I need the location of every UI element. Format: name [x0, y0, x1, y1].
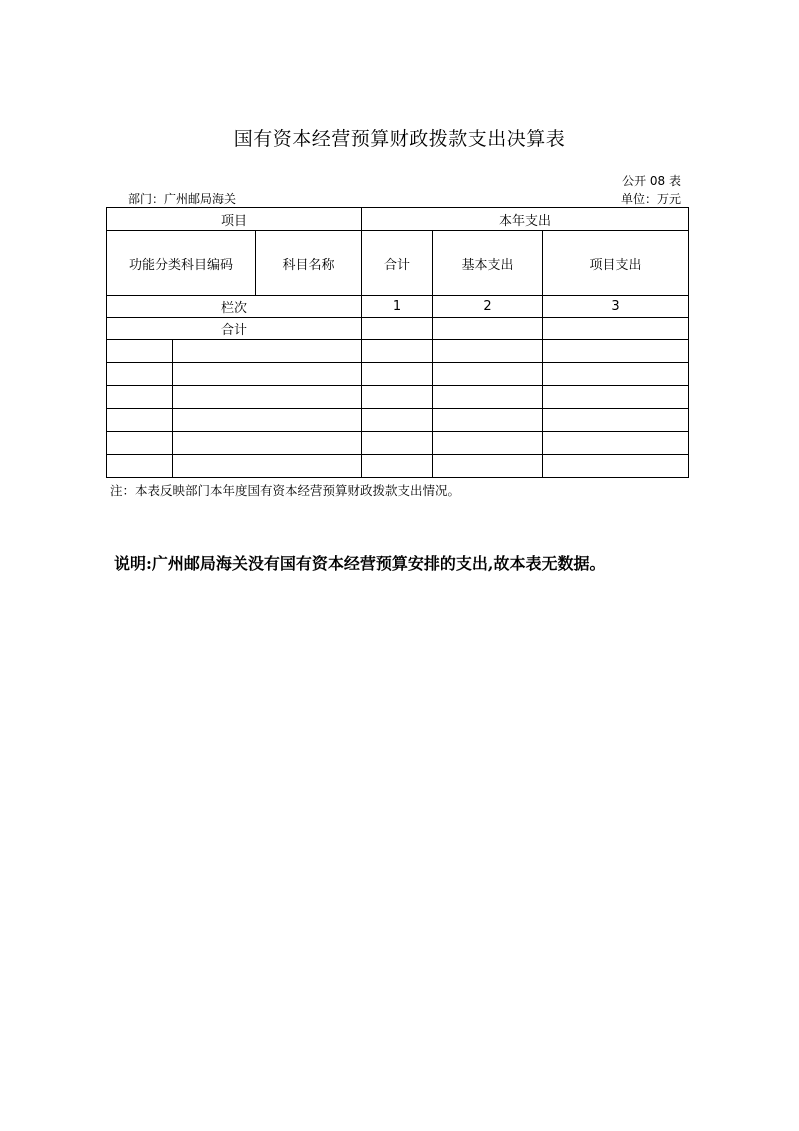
- table-cell: [433, 340, 543, 363]
- header-item: 项目: [107, 208, 362, 231]
- explanation-text: 说明:广州邮局海关没有国有资本经营预算安排的支出,故本表无数据。: [114, 554, 606, 573]
- table-cell: [433, 363, 543, 386]
- total-row: [107, 318, 689, 340]
- column-index-1: 1: [362, 296, 433, 318]
- table-row: [107, 409, 689, 432]
- unit-label: 单位：万元: [620, 192, 681, 206]
- table-cell: [362, 455, 433, 478]
- table-cell: [173, 409, 362, 432]
- table-cell: [543, 340, 689, 363]
- department-label: 部门：广州邮局海关: [128, 192, 237, 206]
- table-row: [107, 363, 689, 386]
- expenditure-table: [106, 207, 689, 478]
- table-cell: [173, 432, 362, 455]
- table-cell: [173, 340, 362, 363]
- header-current-year: 本年支出: [362, 208, 689, 231]
- table-cell: [362, 432, 433, 455]
- table-cell: [543, 363, 689, 386]
- table-cell: [362, 386, 433, 409]
- table-cell: [107, 340, 173, 363]
- table-cell: [173, 386, 362, 409]
- table-cell: [107, 363, 173, 386]
- column-index-3: 3: [543, 296, 689, 318]
- table-cell: [362, 409, 433, 432]
- header-row-1: [107, 208, 689, 231]
- header-subject-name: 科目名称: [256, 231, 362, 296]
- column-index-2: 2: [433, 296, 543, 318]
- table-row: [107, 340, 689, 363]
- total-basic-cell: [433, 318, 543, 340]
- table-cell: [543, 386, 689, 409]
- header-total: 合计: [362, 231, 433, 296]
- table-cell: [433, 455, 543, 478]
- table-row: [107, 386, 689, 409]
- table-cell: [173, 455, 362, 478]
- table-cell: [433, 409, 543, 432]
- header-basic: 基本支出: [433, 231, 543, 296]
- table-row: [107, 455, 689, 478]
- table-cell: [107, 386, 173, 409]
- column-index-label: 栏次: [107, 296, 362, 318]
- table-cell: [362, 340, 433, 363]
- table-cell: [173, 363, 362, 386]
- page-title: 国有资本经营预算财政拨款支出决算表: [233, 128, 566, 150]
- table-cell: [433, 432, 543, 455]
- table-cell: [543, 409, 689, 432]
- header-func-code: 功能分类科目编码: [107, 231, 256, 296]
- table-cell: [107, 409, 173, 432]
- table-cell: [543, 432, 689, 455]
- table-row: [107, 432, 689, 455]
- header-row-2: [107, 231, 689, 296]
- table-note: 注：本表反映部门本年度国有资本经营预算财政拨款支出情况。: [110, 483, 461, 498]
- form-number: 公开 08 表: [622, 174, 681, 188]
- total-row-label: 合计: [107, 318, 362, 340]
- header-project: 项目支出: [543, 231, 689, 296]
- column-index-row: [107, 296, 689, 318]
- total-cell: [362, 318, 433, 340]
- table-cell: [362, 363, 433, 386]
- table-cell: [107, 432, 173, 455]
- total-project-cell: [543, 318, 689, 340]
- table-cell: [433, 386, 543, 409]
- table-cell: [107, 455, 173, 478]
- table-cell: [543, 455, 689, 478]
